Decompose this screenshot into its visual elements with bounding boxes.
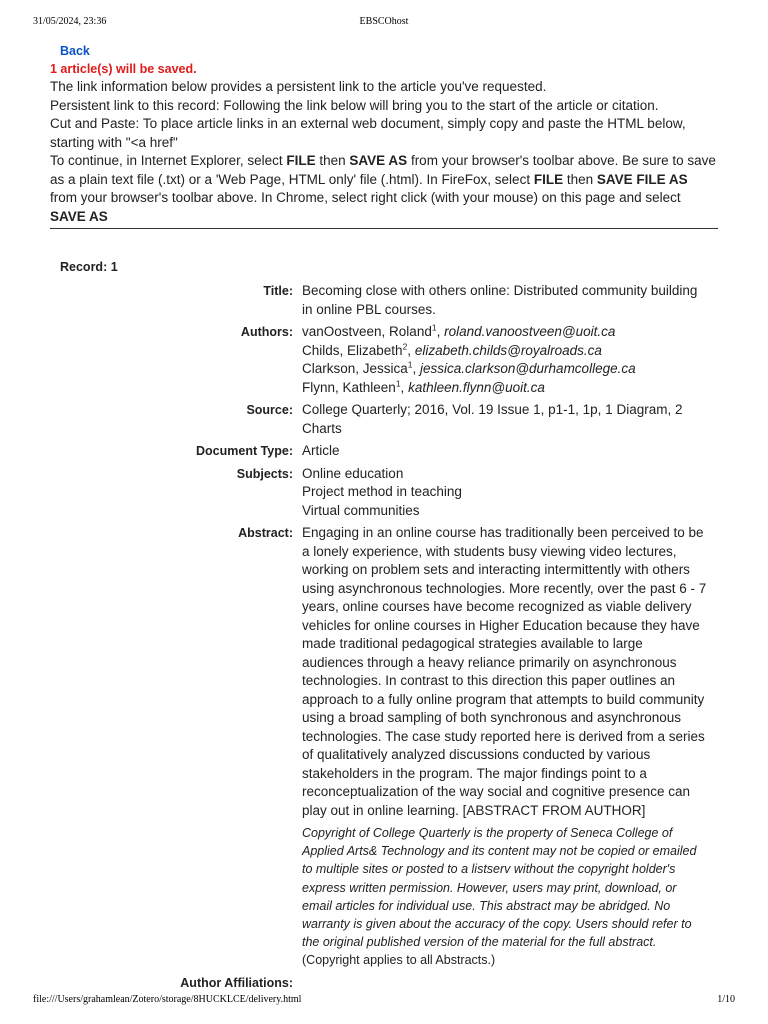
subject-item: Virtual communities [302,502,420,518]
author-entry: Childs, Elizabeth$^2$, elizabeth.childs@royalroads.ca [302,341,602,358]
record-details [50,282,718,992]
copyright-text: Copyright of College Quarterly is the property of Seneca College of Applied Arts& Technology and its content may not be copied or emailed to multiple sites or posted to a listserv without the copyright holder's express written permission. However, users may print, download, or email articles for individual use. This abstract may be abridged. No warranty is given about the accuracy of the copy. Users should refer to the original published version of the material for the full abstract. [302,826,697,950]
divider [50,228,718,229]
info-text: from your browser's toolbar above. In Chrome, select right click (with your mouse) on this page and select [50,190,681,205]
author-affiliation-mark: 2 [402,341,408,351]
author-email: elizabeth.childs@royalroads.ca [414,342,602,358]
author-email: jessica.clarkson@durhamcollege.ca [420,361,636,376]
copyright-note: (Copyright applies to all Abstracts.) [302,953,496,968]
link-info [50,78,718,226]
info-line-4 [50,152,718,226]
author-affiliation-mark: 1 [431,322,437,333]
subject-item: Project method in teaching [302,484,462,499]
affiliations-label: Author Affiliations: [180,975,293,990]
info-line-2: Persistent link to this record: Following the link below will bring you to the start of the article or citation. [50,97,659,113]
author-email: kathleen.flynn@uoit.ca [408,379,545,395]
abstract-row [50,524,718,970]
copyright-notice [302,824,707,970]
info-keyword: SAVE AS [50,208,108,224]
affiliations-row [50,974,718,993]
author-name: vanOostveen, Roland [302,324,432,339]
back-link[interactable]: Back [60,44,90,58]
subjects-label: Subjects: [236,466,293,481]
title-row [50,282,718,319]
author-email: roland.vanoostveen@uoit.ca [444,324,616,339]
info-keyword: SAVE FILE AS [596,171,688,187]
abstract-label: Abstract: [238,526,293,540]
source-value: College Quarterly; 2016, Vol. 19 Issue 1, p1-1, 1p, 1 Diagram, 2 Charts [302,402,683,436]
info-keyword: FILE [533,171,564,187]
source-label: Source: [246,403,293,417]
info-text: from your browser's toolbar above. Be sure to save as a plain text file (.txt) or a 'Web Page, HTML only' file (.html). In FireFox, select [50,153,716,187]
subject-item: Online education [302,465,404,481]
print-footer [33,994,735,1008]
author-entry: Flynn, Kathleen$^1$, kathleen.flynn@uoit.ca [302,378,545,395]
info-text: To continue, in Internet Explorer, select [50,153,287,168]
author-name: Clarkson, Jessica [302,361,408,376]
author-name: Childs, Elizabeth [302,342,403,358]
author-entry: vanOostveen, Roland$^1$, roland.vanoostveen@uoit.ca [302,322,616,339]
print-datetime: 31/05/2024, 23:36 [33,16,107,27]
abstract-text: Engaging in an online course has traditionally been perceived to be a lonely experience, with students busy viewing video lectures, working on problem sets and interacting intermittently with others using asynchronous technologies. More recently, over the past 6 - 7 years, online courses have become recognized as viable delivery vehicles for online courses in Higher Education because they have made traditional pedagogical strategies available to large audiences through a heavy reliance primarily on asynchronous technologies. In contrast to this direction this paper outlines an approach to a fully online program that attempts to build community using a broad sampling of both synchronous and asynchronous technologies. The case study reported here is derived from a series of qualitatively analyzed discussions conducted by various stakeholders in the program. The major findings point to a reconceptualization of the way social and cognitive presence can play out in online learning. [ABSTRACT FROM AUTHOR] [302,525,707,818]
info-line-1: The link information below provides a persistent link to the article you've requested. [50,79,547,94]
info-text: then [315,153,350,168]
subjects-row [50,465,718,521]
print-page-title: EBSCOhost [359,16,409,27]
authors-row [50,323,718,397]
record-label: Record: 1 [60,260,118,274]
print-header [33,16,735,30]
info-line-3: Cut and Paste: To place article links in an external web document, simply copy and paste the HTML below, starting with "<a href" [50,116,686,150]
info-keyword: SAVE AS [349,153,408,168]
source-row [50,401,718,438]
author-entry: Clarkson, Jessica$^1$, jessica.clarkson@durhamcollege.ca [302,359,636,376]
saved-message: 1 article(s) will be saved. [50,62,197,76]
print-file-path: file:///Users/grahamlean/Zotero/storage/8HUCKLCE/delivery.html [33,994,302,1005]
page-content [50,42,718,996]
title-label: Title: [263,284,293,298]
info-text: then [563,171,597,187]
subjects-value [302,465,707,521]
author-affiliation-mark: 1 [407,359,413,370]
print-page-number: 1/10 [717,994,735,1005]
authors-value [302,323,707,397]
author-name: Flynn, Kathleen [302,379,396,395]
author-affiliation-mark: 1 [395,378,401,388]
title-value: Becoming close with others online: Distributed community building in online PBL courses. [302,283,698,317]
doctype-row [50,442,718,461]
doctype-value: Article [302,443,340,458]
doctype-label: Document Type: [196,444,293,458]
abstract-value [302,524,707,970]
authors-label: Authors: [240,325,293,339]
info-keyword: FILE [286,153,316,168]
